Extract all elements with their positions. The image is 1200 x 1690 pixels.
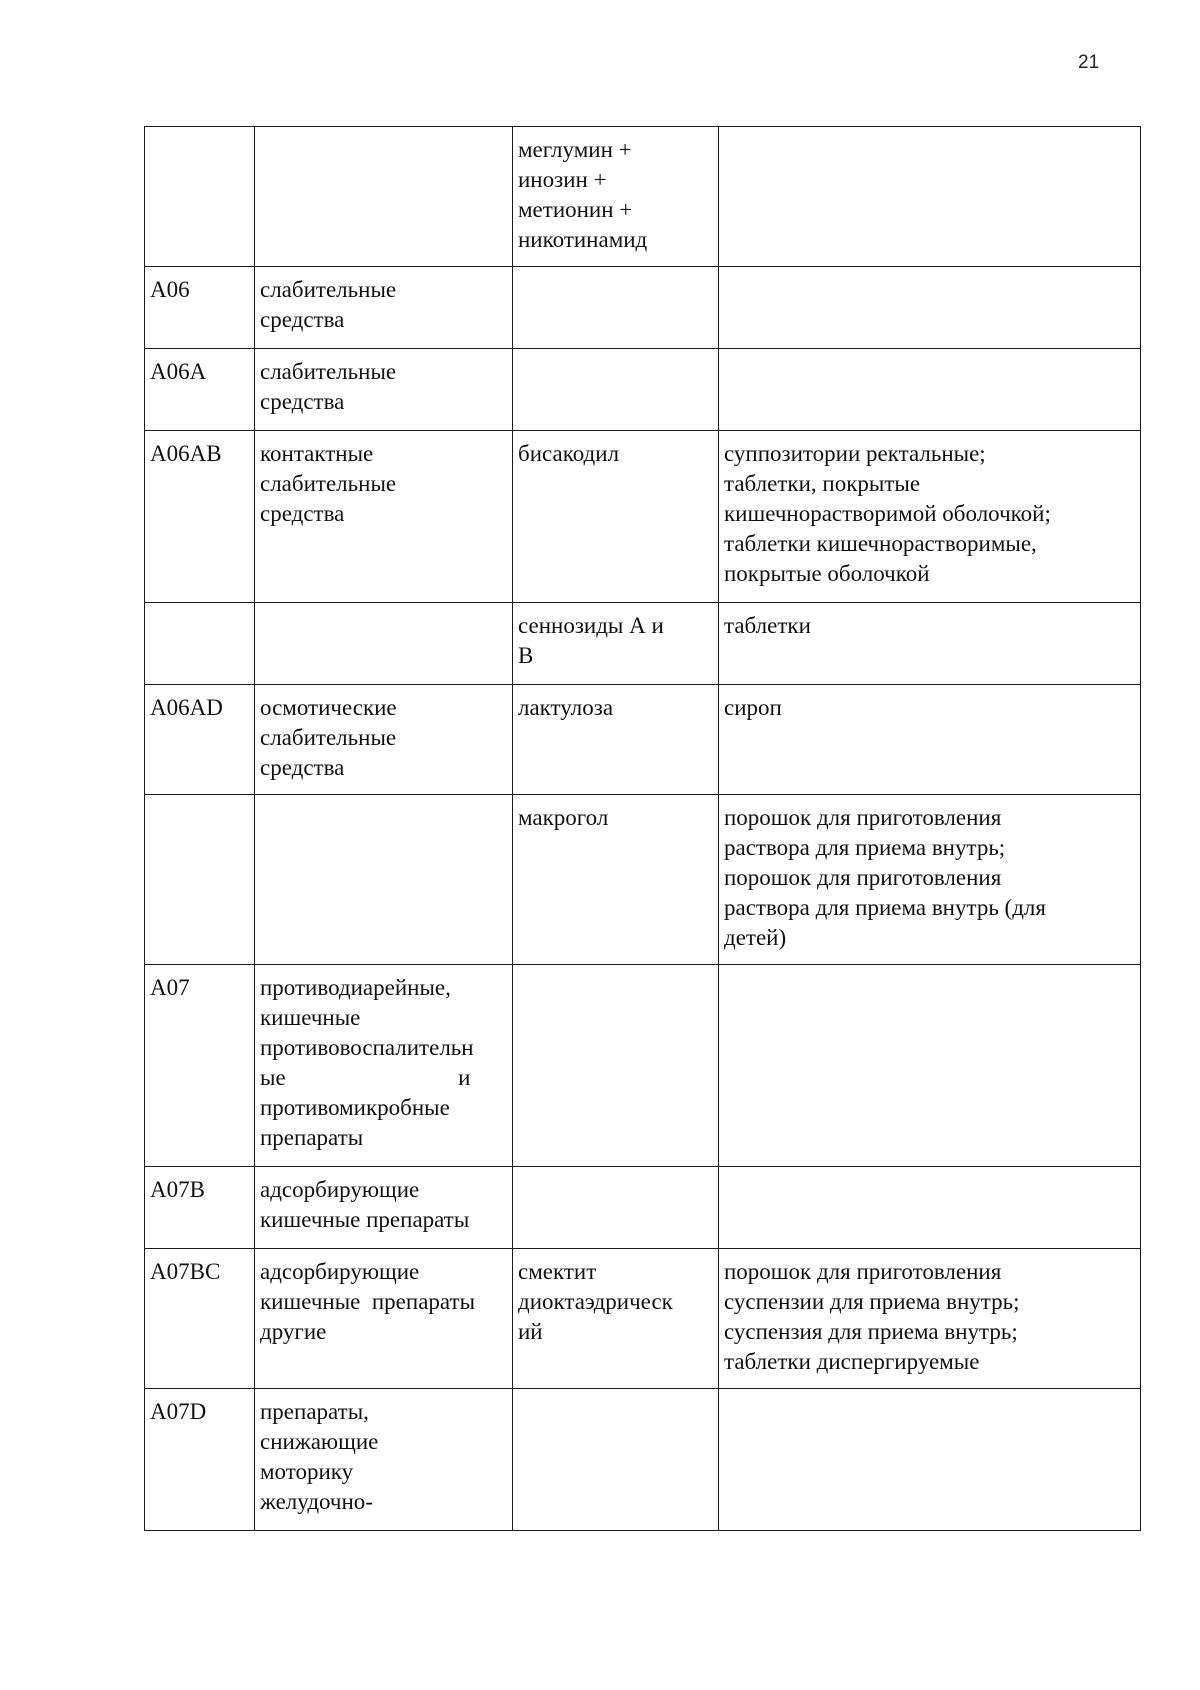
dosage-forms-cell — [719, 1167, 1141, 1249]
atc-code-cell — [145, 603, 255, 685]
table-row — [145, 1389, 1141, 1531]
dosage-forms-cell — [719, 127, 1141, 267]
group-name-cell: слабительные средства — [255, 267, 513, 349]
group-name-cell: слабительные средства — [255, 349, 513, 431]
table-row — [145, 1167, 1141, 1249]
drug-name-cell: меглумин + инозин + метионин + никотинамид — [513, 127, 719, 267]
atc-code-cell: A07BC — [145, 1249, 255, 1389]
table-row — [145, 685, 1141, 795]
dosage-forms-cell — [719, 267, 1141, 349]
drug-name-cell: лактулоза — [513, 685, 719, 795]
table-row — [145, 795, 1141, 965]
dosage-forms-cell: сироп — [719, 685, 1141, 795]
group-name-cell — [255, 795, 513, 965]
atc-code-cell: A06AB — [145, 431, 255, 603]
drug-name-cell — [513, 267, 719, 349]
atc-code-cell: A06A — [145, 349, 255, 431]
table-row — [145, 127, 1141, 267]
dosage-forms-cell — [719, 349, 1141, 431]
table-row — [145, 431, 1141, 603]
drug-classification-table — [144, 126, 1141, 1531]
table-row — [145, 1249, 1141, 1389]
dosage-forms-cell: суппозитории ректальные; таблетки, покрытые кишечнорастворимой оболочкой; таблетки кишечнорастворимые, покрытые оболочкой — [719, 431, 1141, 603]
atc-code-cell: A06AD — [145, 685, 255, 795]
group-name-cell: противодиарейные, кишечные противовоспалительн ые и противомикробные препараты — [255, 965, 513, 1167]
table-row — [145, 965, 1141, 1167]
table-row — [145, 267, 1141, 349]
dosage-forms-cell: порошок для приготовления суспензии для приема внутрь; суспензия для приема внутрь; таблетки диспергируемые — [719, 1249, 1141, 1389]
drug-name-cell — [513, 1167, 719, 1249]
table-row — [145, 349, 1141, 431]
dosage-forms-cell — [719, 1389, 1141, 1531]
drug-name-cell — [513, 1389, 719, 1531]
atc-code-cell: A07 — [145, 965, 255, 1167]
page-number: 21 — [1078, 52, 1100, 73]
drug-name-cell: бисакодил — [513, 431, 719, 603]
dosage-forms-cell: порошок для приготовления раствора для приема внутрь; порошок для приготовления раствора для приема внутрь (для детей) — [719, 795, 1141, 965]
dosage-forms-cell — [719, 965, 1141, 1167]
group-name-cell — [255, 603, 513, 685]
atc-code-cell: A07B — [145, 1167, 255, 1249]
drug-name-cell — [513, 349, 719, 431]
group-name-cell: адсорбирующие кишечные препараты другие — [255, 1249, 513, 1389]
drug-name-cell: сеннозиды А и В — [513, 603, 719, 685]
atc-code-cell: A06 — [145, 267, 255, 349]
drug-name-cell — [513, 965, 719, 1167]
atc-code-cell: A07D — [145, 1389, 255, 1531]
drug-name-cell: смектит диоктаэдрическ ий — [513, 1249, 719, 1389]
group-name-cell: осмотические слабительные средства — [255, 685, 513, 795]
group-name-cell: контактные слабительные средства — [255, 431, 513, 603]
drug-name-cell: макрогол — [513, 795, 719, 965]
atc-code-cell — [145, 127, 255, 267]
group-name-cell: препараты, снижающие моторику желудочно- — [255, 1389, 513, 1531]
group-name-cell: адсорбирующие кишечные препараты — [255, 1167, 513, 1249]
group-name-cell — [255, 127, 513, 267]
atc-code-cell — [145, 795, 255, 965]
table-row — [145, 603, 1141, 685]
dosage-forms-cell: таблетки — [719, 603, 1141, 685]
